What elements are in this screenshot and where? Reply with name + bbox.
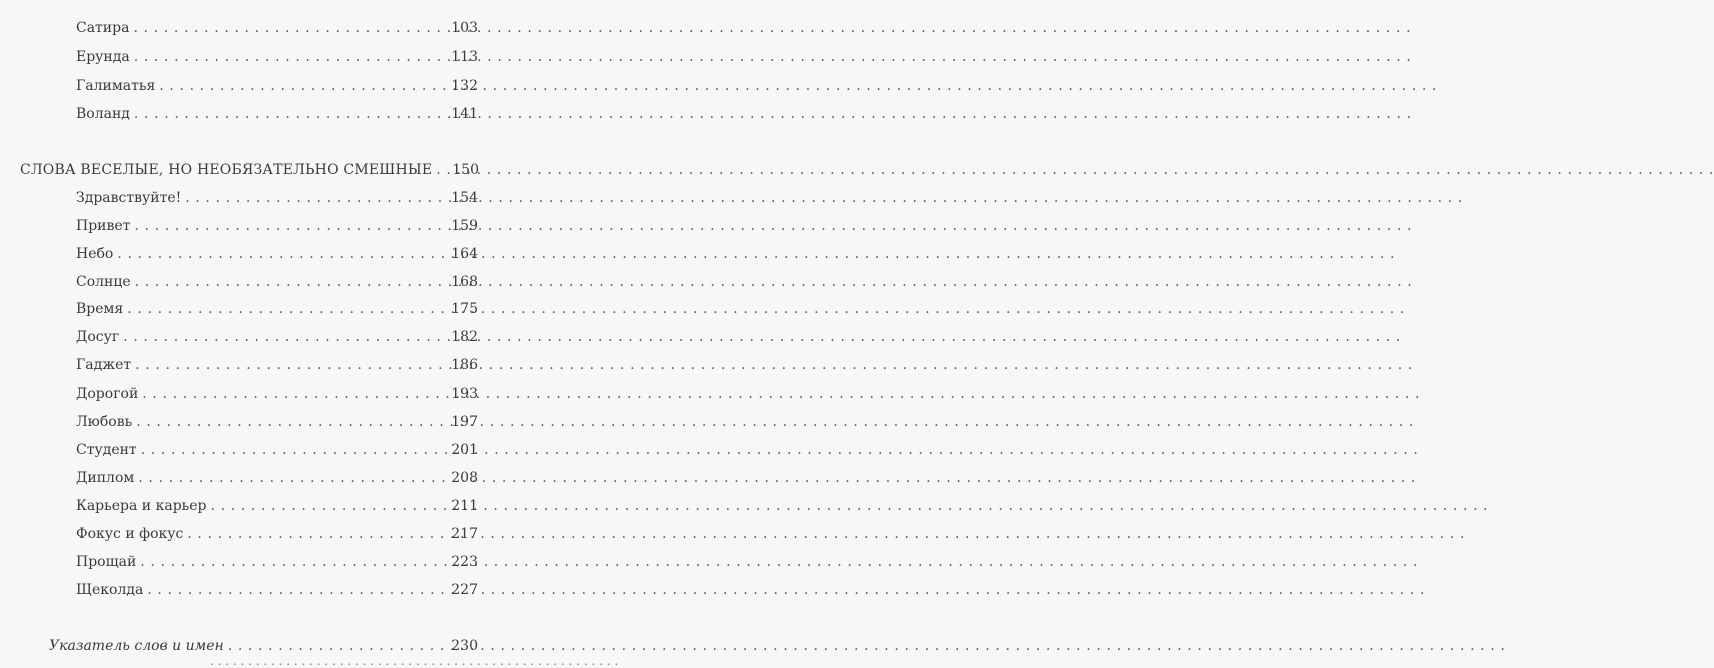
dot-leader [211, 497, 446, 515]
toc-entry [76, 217, 478, 235]
toc-entry [76, 48, 478, 66]
toc-entry-title: Солнце [76, 274, 131, 290]
toc-entry-page: 141 [451, 106, 478, 122]
toc-entry-page: 175 [451, 301, 478, 317]
toc-entry [76, 19, 478, 37]
toc-entry-page: 227 [451, 582, 478, 598]
dot-leader [134, 217, 445, 235]
dot-leader [138, 469, 445, 487]
toc-entry-title: Прощай [76, 554, 137, 570]
toc-entry-page: 113 [451, 49, 478, 65]
toc-entry-title: Привет [76, 218, 131, 234]
toc-index-title: Указатель слов и имен [49, 638, 224, 654]
toc-entry [76, 105, 478, 123]
toc-entry-title: Галиматья [76, 78, 156, 94]
toc-entry [76, 385, 478, 403]
toc-entry [76, 189, 478, 207]
toc-entry-title: Любовь [76, 414, 133, 430]
toc-entry-page: 168 [451, 274, 478, 290]
toc-entry [76, 300, 478, 318]
dot-leader [134, 48, 446, 66]
toc-entry-page: 211 [451, 498, 478, 514]
toc-entry-title: Ерунда [76, 49, 130, 65]
toc-entry [76, 273, 478, 291]
dot-leader [136, 413, 445, 431]
dot-leader [187, 525, 445, 543]
toc-entry [76, 525, 478, 543]
toc-entry-title: Время [76, 301, 124, 317]
toc-entry-title: Досуг [76, 329, 120, 345]
dot-leader [123, 328, 445, 346]
dot-leader [127, 300, 445, 318]
dot-leader [117, 245, 445, 263]
toc-entry-page: 132 [451, 78, 478, 94]
toc-section-page: 150 [452, 162, 479, 178]
dot-leader [147, 581, 445, 599]
toc-entry-title: Дорогой [76, 386, 139, 402]
toc-entry-title: Здравствуйте! [76, 190, 182, 206]
toc-page [0, 0, 619, 668]
toc-entry-page: 103 [451, 20, 478, 36]
toc-entry [76, 497, 478, 515]
toc-entry-title: Сатира [76, 20, 130, 36]
toc-entry-title: Студент [76, 442, 137, 458]
cropped-next-line-leader: . . . . . . . . . . . . . . . . . . . . . . . . . . . . . . . . . . . . . . . . . . . . . . . . . . . . . . [210, 654, 619, 668]
dot-leader [141, 441, 446, 459]
toc-entry [76, 553, 478, 571]
toc-entry [76, 77, 478, 95]
toc-entry [76, 413, 478, 431]
toc-entry-page: 193 [451, 386, 478, 402]
toc-entry [76, 356, 478, 374]
dot-leader [134, 105, 445, 123]
toc-entry [76, 469, 478, 487]
toc-entry-title: Гаджет [76, 357, 132, 373]
toc-entry-title: Диплом [76, 470, 135, 486]
dot-leader [133, 19, 445, 37]
toc-entry-page: 182 [451, 329, 478, 345]
toc-entry [76, 328, 478, 346]
toc-entry-title: Щеколда [76, 582, 144, 598]
dot-leader [185, 189, 445, 207]
toc-entry-page: 201 [451, 442, 478, 458]
dot-leader [436, 161, 446, 179]
toc-entry-title: Фокус и фокус [76, 526, 184, 542]
dot-leader [135, 356, 445, 374]
toc-index-entry [49, 637, 478, 655]
toc-section-title: СЛОВА ВЕСЕЛЫЕ, НО НЕОБЯЗАТЕЛЬНО СМЕШНЫЕ [20, 162, 433, 178]
dot-leader [159, 77, 445, 95]
dot-leader [228, 637, 446, 655]
toc-entry-title: Небо [76, 246, 114, 262]
toc-entry-title: Карьера и карьер [76, 498, 207, 514]
dot-leader [140, 553, 445, 571]
toc-entry-title: Воланд [76, 106, 130, 122]
toc-entry-page: 223 [451, 554, 478, 570]
toc-entry-page: 217 [451, 526, 478, 542]
toc-section-heading [20, 161, 478, 179]
toc-entry [76, 441, 478, 459]
toc-entry-page: 186 [451, 357, 478, 373]
toc-entry-page: 159 [451, 218, 478, 234]
toc-entry-page: 208 [451, 470, 478, 486]
toc-entry [76, 245, 478, 263]
toc-entry-page: 197 [451, 414, 478, 430]
dot-leader [135, 273, 446, 291]
dot-leader [142, 385, 445, 403]
toc-entry-page: 164 [451, 246, 478, 262]
toc-index-page: 230 [451, 638, 478, 654]
toc-entry-page: 154 [451, 190, 478, 206]
toc-entry [76, 581, 478, 599]
